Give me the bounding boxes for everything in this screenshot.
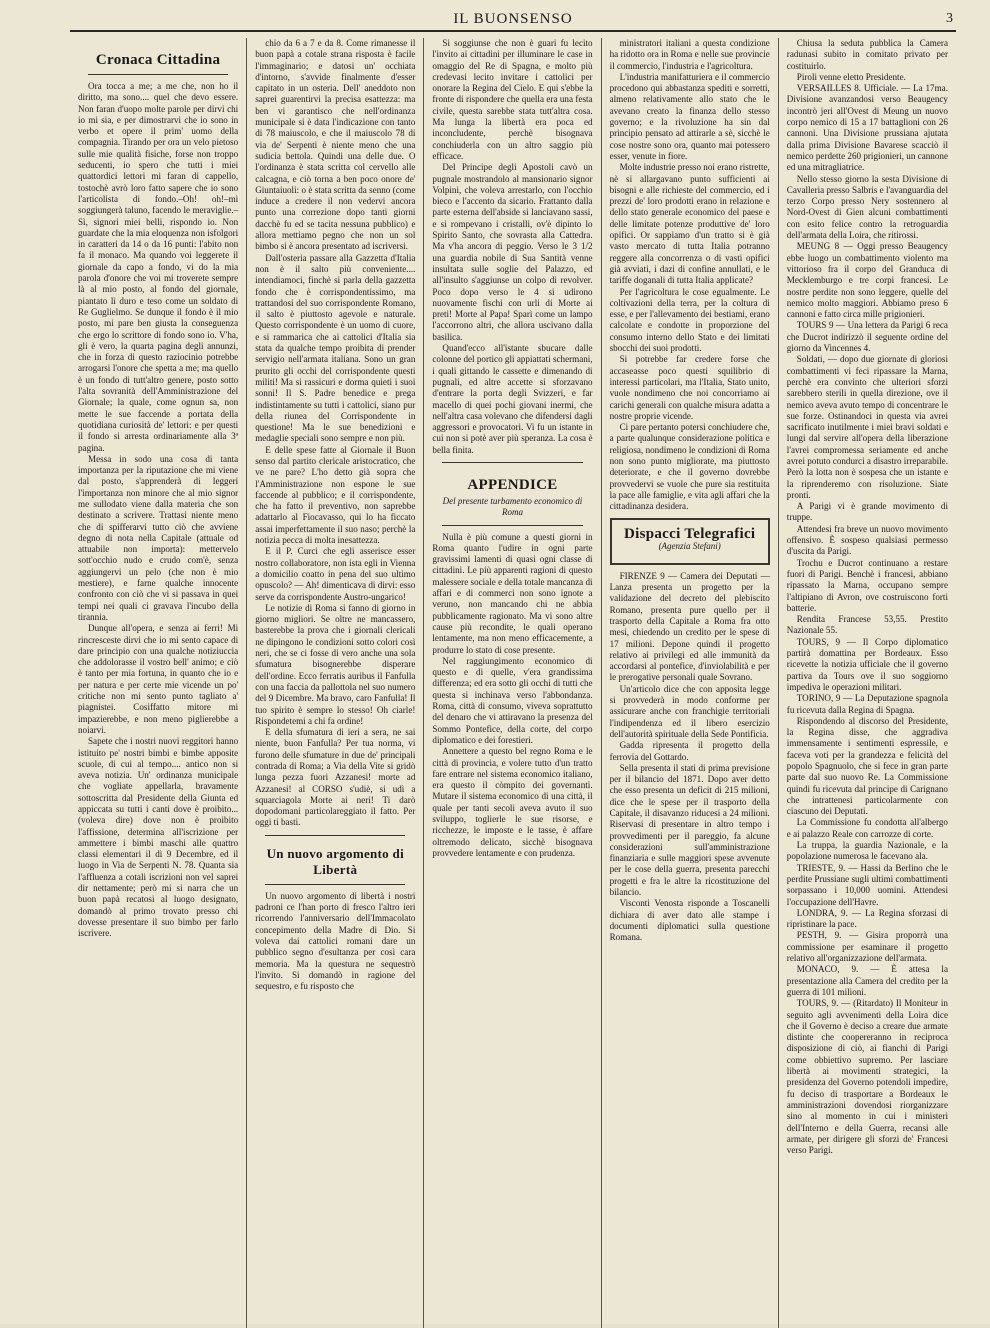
column-1 <box>70 38 247 1328</box>
dispatch: Rispondendo al discorso del Presidente, la Regina disse, che aggradiva immensamente i sentimenti espressile, e faceva voti per la grandezza e felicità del popolo Spagnuolo, che si fece in gran parte parte dal suo nuovo Re. La Commissione quindi fu ricevuta dal principe di Carignano che intrattenesi particolarmente con ciascuno dei Deputati. <box>786 715 948 817</box>
divider <box>442 462 582 463</box>
paragraph: Dunque all'opera, e senza ai ferri! Mi rincresceste dirvi che io mi sento capace di dare principio con una qualche notiziuccia che addolorasse il vostro bell' animo; e ciò è tanto per mia fortuna, in quanto che io e per natura e per certe mie vicende un po' critiche non mi sento punto tagliato a' piagnistei. Cosiffatto mitore mi impazierebbe, e non meno piglierebbe a noiarvi. <box>78 623 239 735</box>
dispatch: Sella presenta il stati di prima previsione per il bilancio del 1871. Dopo aver detto che esso presenta un deficit di 215 milioni, dice che le spese per il trasporto della Capitale, il disavanzo riducesi a 24 milioni. Riservasi di presentare in altro tempo i provvedimenti per il pareggio, fa alcune considerazioni sull'amministrazione finanziaria e sulle maggiori spese avvenute per le cose della guerra, presenta parecchi progetti e fra le altre la ricostituzione del bilancio. <box>609 762 770 898</box>
paragraph: Le notizie di Roma si fanno di giorno in giorno migliori. Se oltre ne mancassero, basterebbe la prova che i giornali clericali ne dipingono le condizioni sotto colori così neri, che se ci fosse di vero anche una sola sfumatura bisognerebbe disperare dell'ordine. Ecco ferratis auribus il Fanfulla con una faccia da pallottola nel suo numero del 9 Dicembre. Ma bravo, caro Fanfulla! Il tuo spirito è sempre lo stesso! Oh ciarle! Rispondetemi a chi fa ordine! <box>255 602 416 726</box>
paragraph: Nulla è più comune a questi giorni in Roma quanto l'udire in ogni parte gravissimi lamenti di quasi ogni classe di cittadini. Le più apparenti ragioni di questo malessere sociale e della totale mancanza di affari e di commerci non sono ignote a veruno, non mancando chi ne abbia pubblicamente ragionato. Ma vi sono altre cause più recondite, le quali operano lentamente, ma non meno efficacemente, a produrre lo stato di cose presente. <box>432 531 593 655</box>
page-number: 3 <box>946 11 954 26</box>
paragraph: Sapete che i nostri nuovi reggitori hanno istituito pe' nostri bimbi e bimbe apposite scuole, di cui al tempo.... antico non si aveva notizia. Un' ordinanza municipale che vogliate appellarla, bravamente sottoscritta dal Presidente della Giunta ed appiccata su tutti i canti dove è proibito... (voleva dire) dove non è proibito l'affissione, determina all'iscrizione per ammettere i bimbi maschi alle quattro classi elementari il dì 9 Decembre, ed il luogo in Via de Serpenti N. 78. Quanta sia l'affluenza a cotali iscrizioni non vel saprei dir nettamente; però mi si narra che un buon papà recatosi al luogo designato, domandò al primo trovato presso chi dovesse presentare il suo bimbo per farlo iscrivere. <box>78 736 239 939</box>
paragraph: Molte industrie presso noi erano ristrette, nè si allargavano punto sufficienti ai bisogni e alle richieste del commercio, ed i prezzi de' loro prodotti erano in relazione e dello stato generale economico del paese e delle limitate potenze produttive de' loro opifici. Or sappiamo d'un tratto si è già vasto mercato di tutta Italia potranno reggere alla concorrenza o di vasti opifici già avviati, i dazi di confine annullati, e le tariffe doganali di tutta Italia applicate? <box>609 162 770 286</box>
section-title-liberta: Un nuovo argomento di Libertà <box>266 845 404 877</box>
paragraph: Messa in sodo una cosa di tanta importanza per la riputazione che mi viene dal posto, s'apprenderà di leggeri l'importanza non minore che al mio signor me sullodato viene dalla materia che son destinato a scrivere. Trattasi niente meno che di spifferarvi tutto ciò che avviene degno di nota nella Capitale (attuale od attuabile non importa): mettervelo sott'occhio nudo e crudo com'è, senza aggiungervi un pelo (che non è mio mestiere), e farne qualche innocente confronto con ciò che vi si passava in quei tempi nei quali ci gravava l'incubo della tirannia. <box>78 453 239 622</box>
columns <box>70 38 956 1328</box>
divider <box>265 835 405 836</box>
dispatch: Gadda ripresenta il progetto della ferrovia del Gottardo. <box>609 740 770 762</box>
dispatch: TORINO, 9 — La Deputazione spagnola fu ricevuta dalla Regina di Spagna. <box>786 693 948 715</box>
dispatch: Nello stesso giorno la sesta Divisione di Cavalleria presso Salbris e l'avanguardia del terzo Corpo presso Nery sostennero al Nord-Ovest di Gien alcuni combattimenti con esito felice contro la retroguardia dell'armata della Loira, che ritirossi. <box>786 173 948 241</box>
dispatch: Soldati, — dopo due giornate di gloriosi combattimenti vi feci ripassare la Marna, perchè era convinto che ulteriori sforzi sarebbero sterili in quella direzione, ove il nemico aveva avuto tempo di concentrare le sue forze. Ostinandoci in questa via avrei sacrificato inutilmente i miei bravi soldati e lungi dal servire all'opera della liberazione l'avrei compromessa seriamente ed anche avrei potuto condurci a disastro irreparabile. Però la lotta non è sospesa che un istante e la riprenderemo con risoluzione. Siate pronti. <box>786 354 948 500</box>
divider <box>88 74 228 75</box>
dispatch: TOURS, 9 — Il Corpo diplomatico partirà domattina per Bordeaux. Esso ricevette la notizia ufficiale che il governo partiva da Tours ove il suo soggiorno impediva le operazioni militari. <box>786 636 948 692</box>
paragraph: ministratori italiani a questa condizione ha ridotto ora in Roma e nelle sue provincie il commercio, l'industria e l'agricoltura. <box>609 38 770 71</box>
dispatch: Chiusa la seduta pubblica la Camera radunasi subito in comitato privato per costituirlo. <box>786 38 948 71</box>
column-2 <box>247 38 424 1328</box>
dispatch: La truppa, la guardia Nazionale, e la popolazione numerosa le facevano ala. <box>786 840 948 862</box>
paragraph: chio da 6 a 7 e da 8. Come rimanesse il buon papà a cotale strana risposta è facile l'immaginario; e datosi un' occhiata d'intorno, s'avvide finalmente d'esser capitato in un osteria. Dell' aneddoto non saprei guarentirvi la precisa esattezza: ma ben vi garantisco che nell'ordinanza municipale si è data l'indicazione con tanto di 78 maiuscolo, e che il maiuscolo 78 di via de' Serpenti è niente meno che una sudicia bettola. Quindi una delle due. O l'ordinanza è stata scritta col cervello alle calcagna, e ciò torna a ben poco onore de' Giuntaiuoli: o è stata scritta da senno (come induce a credere il non vedervi ancora punto una correzione dopo tanti giorni dacchè fu ed se tacita nessuna pubblico) e allora mettiamo pegno che non un sol bimbo si è ancora presentato ad iscriversi. <box>255 38 416 252</box>
newspaper-title: IL BUONSENSO <box>453 11 573 27</box>
divider <box>265 884 405 885</box>
masthead <box>70 8 956 32</box>
dispatch: La Commissione fu condotta all'albergo e ai palazzo Reale con carrozze di corte. <box>786 817 948 839</box>
dispatch: Attendesi fra breve un nuovo movimento offensivo. È sospeso qualsiasi permesso d'uscita da Parigi. <box>786 523 948 557</box>
dispatch: Un'articolo dice che con apposita legge si provvederà in modo conforme per assicurare anche con franchigie territoriali l'indipendenza ed il libero esercizio dell'autorità spirituale della Sede Pontificia. <box>609 683 770 739</box>
appendice-subtitle: Del presente turbamento economico di Roma <box>442 495 583 518</box>
dispatch: MEUNG 8 — Oggi presso Beaugency ebbe luogo un combattimento violento ma vittorioso fra il corpo del Granduca di Mecklemburgo e tre corpi francesi. Le nostre perdite non sono leggere, quelle del nemico molto maggiori. Abbiamo preso 6 cannoni e fatto circa mille prigionieri. <box>786 241 948 320</box>
dispacci-subtitle: (Agenzia Stefani) <box>658 541 721 552</box>
dispatch: FIRENZE 9 — Camera dei Deputati — Lanza presenta un progetto per la validazione del decreto del plebiscito Romano, presenta pure quello per il trasporto della Capitale a Roma fra otto mesi, chiedendo un credito per le spese di 17 milioni. Depone quindi il progetto relativo ai privilegi ed alle immunità da accordarsi al pontefice, d'inviolabilità e per le prerogative personali quale Sovrano. <box>609 570 770 683</box>
dispatch: Visconti Venosta risponde a Toscanelli dichiara di aver dato alle stampe i documenti diplomatici sulla questione Romana. <box>609 898 770 943</box>
dispatch: A Parigi vi è grande movimento di truppe. <box>786 501 948 523</box>
dispatch: TOURS, 9. — (Ritardato) Il Moniteur in seguito agli avvenimenti della Loira dice che il Governo è deciso a creare due armate distinte che coopereranno in reciproca disposizione di ciò, ai fianchi di Parigi come obbiettivo supremo. Per lasciare libertà ai movimenti strategici, la presidenza del Governo potendoli impedire, fu deciso di trasportare a Bordeaux le amministrazioni dovendosi riorganizzare sino al momento in cui i ministeri dell'Interno e della Guerra, recansi alle armate, per dirigere gli sforzi de' Francesi verso Parigi. <box>786 998 948 1156</box>
dispatch: Trochu e Ducrot continuano a restare fuori di Parigi. Benchè i francesi, abbiano ripassato la Marna, occupano sempre l'altipiano di Avron, ove costruiscono forti batterie. <box>786 557 948 613</box>
paragraph: Un nuovo argomento di libertà i nostri padroni ce l'han porto di fresco l'altro ieri ricorrendo l'anniversario dell'Immacolato concepimento della Madre di Dio. Si voleva dai cattolici romani dare un pubblico segno d'esultanza per così cara memoria. Ma la questura ne sequestrò l'invito. Si domandò in ragione del sequestro, e fu risposto che <box>255 890 416 992</box>
column-3 <box>424 38 601 1328</box>
section-title-dispacci: Dispacci Telegrafici <box>623 526 756 543</box>
section-title-appendice: APPENDICE <box>467 476 558 493</box>
dispatch: TOURS 9 — Una lettera da Parigi 6 reca che Ducrot indirizzò il seguente ordine del giorno da Vincennes 4. <box>786 320 948 354</box>
divider <box>442 525 582 526</box>
paragraph: E delle spese fatte al Giornale il Buon senso dal partito clericale aristocratico, che ve ne pare? L'ho detto già sopra che l'Amministrazione non espone le sue faccende al pubblico; e il corrispondente, che ha fatto il preventivo, non saprebbe adattarlo al Fiocavasso, qui lo ha ficcato assai imperfettamente il suo naso; perchè la notizia pecca di molta inesattezza. <box>255 444 416 546</box>
paragraph: Dall'osteria passare alla Gazzetta d'Italia non è il salto più conveniente.... intendiamoci, finchè si parla della gazzetta fondo che è corrispondentissimo, ma trattandosi del suo corrispondente Romano, il salto è piuttosto agevole e naturale. Questo corrispondente è un uomo di cuore, e si rammarica che ai cattolici d'Italia sia stata da qualche tempo proibita di prender servigio nell'armata italiana. Sono un gran prurito gli occhi del corrispondente questi militi! Ma si rassicuri e dorma quieti i suoi sonni! Il S. Padre benedice e prega indistintamente su tutti i cattolici, siano pur della riunea del Corrispondente in questione! Ma le sue benedizioni e medaglie speciali sono sempre e non più. <box>255 252 416 444</box>
paragraph: Annettere a questo bel regno Roma e le città di provincia, e volere tutto d'un tratto fare entrare nel sistema economico italiano, era questo il còmpito dei governanti. Mutare il sistema economico di una città, il quale per tanti secoli aveva avuto il suo sviluppo, toglierle le sue risorse, e ricchezze, le imposte e le tasse, è affare oltremodo delicato, sicchè bisognava provvedere lentamente e con prudenza. <box>432 746 593 858</box>
dispatch: PESTH, 9. — Gisira proporrà una commissione per esaminare il progetto relativo all'organizzazione dell'armata. <box>786 930 948 964</box>
dispatch: MONACO, 9. — È attesa la presentazione alla Camera del credito per la guerra di 101 milioni. <box>786 964 948 997</box>
paragraph: Si soggiunse che non è guari fu lecito l'invito ai cittadini per illuminare le case in omaggio del Re di Spagna, e molto più credevasi lecito invitare i cattolici per onorare la Regina del Cielo. E qui s'ebbe la fronte di rispondere che quella era una festa civile, questa sarebbe stata tutt'altra cosa. Ma lunga la libertà era poca ed inconcludente, perchè bisognava conchiuderla con un altro saggio più efficace. <box>432 38 593 161</box>
column-5 <box>779 38 956 1328</box>
paragraph: Quand'ecco all'istante sbucare dalle colonne del portico gli appiattati schermani, i quali gittando le cassette e dimenando di pugnali, ed altre accette si sforzavano d'entrare la porta degli Svizzeri, e far macello di quei pochi giovani inermi, che nell'altra casa volevano che difendersi dagli aggressori e provocatori. Vi fu un istante in cui non si potè aver più speranza. La cosa è bella finita. <box>432 343 593 455</box>
dispatch: TRIESTE, 9. — Hassi da Berlino che le perdite Prussiane sugli ultimi combattimenti sorpassano i 10,000 uomini. Attendesi l'occupazione dell'Havre. <box>786 862 948 907</box>
dispatches-header-box <box>610 518 770 564</box>
section-title-cronaca: Cronaca Cittadina <box>95 52 221 68</box>
paragraph: Ci pare pertanto potersi conchiudere che, a parte qualunque considerazione politica e religiosa, nondimeno le condizioni di Roma non sono punto migliorate, ma piuttosto deteriorate, e che il governo dovrebbe provvedervi se vuole che pure sia restituita la pace alle famiglie, e vita agli affari che la cittadinanza desidera. <box>609 422 770 512</box>
paragraph: Nel raggiungimento economico di questo e di quelle, v'era grandissima differenza; ed era sotto gli occhi di tutti che questa si inchinava verso l'abbondanza. Roma, città di consumo, viveva soprattutto del denaro che vi attiravano la presenza del Sommo Pontefice, della corte, del corpo diplomatico e dei forestieri. <box>432 655 593 745</box>
dispatch: LONDRA, 9. — La Regina sforzasi di ripristinare la pace. <box>786 907 948 930</box>
paragraph: Ora tocca a me; a me che, non ho il diritto, ma sono.... quel che devo essere. Non faran d'uopo molte parole per dirvi chi io mi sia, e per dimostrarvi che io sono in verbo et opere il prim' uomo della compagnia. Tirando per ora un velo pietoso sulle mie qualità fisiche, forse non troppo seducenti, io spero che tutti i miei quattordici lettori mi faran di cappello, tostochè avrò loro fatto sapere che io sono l'articolista di fondo.–Oh! oh!–mi soggiungerà taluno, facendo le meraviglie.–Sì, signori miei belli, rispondo io. Non guardate che la mia eloquenza non isfolgori in caratteri da 14 o da 16 punti: l'abito non fa il monaco. Ma quando voi leggerete il giornale da capo a fondo, vi do la mia parola d'onore che voi mi troverete sempre là al mio posto, al fondo del giornale, piantato lì duro e teso come un soldato di Re Guglielmo. Se dunque il fondo è il mio posto, mi pare ben giusta la conseguenza che ergo lo scrittore di fondo sono io. V'ha, gli è vero, la quarta pagina degli annunzi, che in forza di questo raziocinio potrebbe arrogarsi l'onore che spetta a me; ma quello è un fondo di tutt'altro genere, posto sotto l'alta sovranità dell'Amministrazione del Giornale; la quale, come ognun sa, non mette le sue faccende a portata della quotidiana curiosità de' lettori: e per questi il fondo si arresta ordinariamente alla 3ª pagina. <box>78 81 239 453</box>
dispatch: Rendita Francese 53,55. Prestito Nazionale 55. <box>786 614 948 636</box>
paragraph: Del Principe degli Apostoli cavò un pugnale mostrandolo al mansionario signor Volpini, che voleva arrestarlo, con l'occhio bieco e l'accento da sicario. Frattanto dalla parte esterna dell'abside si lanciavano sassi, e si rompevano i cristalli, ov'è dipinto lo Spirito Santo, che sovrasta alla Cattedra. Ma v'ha ancora di peggio. Verso le 3 1/2 una guardia nobile di Sua Santità venne insultata sulle soglie del Palazzo, ed all'insulto s'aggiunse un colpo di revolver. Poco dopo verso le 4 si udirono nuovamente fischi con urli di Morte ai preti! Morte al Papa! Sparì come un lampo l'accorrono altri, che allora uscivano dalla basilica. <box>432 162 593 342</box>
column-4 <box>602 38 779 1328</box>
paragraph: E della sfumatura di ieri a sera, ne sai niente, buon Fanfulla? Per tua norma, vi furono delle sfumature in due de' principali contrada di Roma; a Via della Vite si gridò lunga pezza fuori Azzanesi! morte ad Azzanesi! al CORSO s'udiè, si udì a squarciagola Morte ai neri! Ti darò dopodomani particolareggiato il fatto. Per oggi ti basti. <box>255 727 416 828</box>
paragraph: Si potrebbe far credere forse che accaseasse poco questi squilibrio di interessi particolari, ma l'Italia, Stato unito, vuole nondimeno che noi concorriamo ai carichi generali con qualche misura adatta a nostre proprie vicende. <box>609 354 770 421</box>
paragraph: L'industria manifatturiera e il commercio procedono qui abbastanza spediti e sorretti, almeno relativamente allo stato che le avevano creato la finanza dello stesso governo; e la rivoluzione ha sin dal principio pensato ad attirarle a sè, sicchè le cose nostre sono ora, quanto mai potessero esser, venute in fiore. <box>609 71 770 161</box>
dispatch: Piroli venne eletto Presidente. <box>796 71 906 82</box>
paragraph: Per l'agricoltura le cose egualmente. Le coltivazioni della terra, per la coltura di esse, e per l'allevamento dei bestiami, erano calcolate e condotte in proporzione del consumo interno dello Stato e dei limitati sbocchi dei suoi prodotti. <box>609 286 770 354</box>
paragraph: E il P. Curci che egli asserisce esser nostro collaboratore, non ista egli in Vienna a domicilio coatto in pena del suo ultimo opuscolo? — Ah! dimenticava di dirvi: esso serve da corrispondente Austro-ungarico! <box>255 546 416 602</box>
dispatch: VERSAILLES 8. Ufficiale. — La 17ma. Divisione avanzandosi verso Beaugency incontrò jeri all'Ovest di Meung un nuovo corpo nemico di 15 a 17 battaglioni con 26 cannoni. Una Divisione prussiana ajutata dalla prima Divisione Bavarese scacciò il nemico perdette 260 prigionieri, un cannone ed una mitragliatrice. <box>786 83 948 173</box>
